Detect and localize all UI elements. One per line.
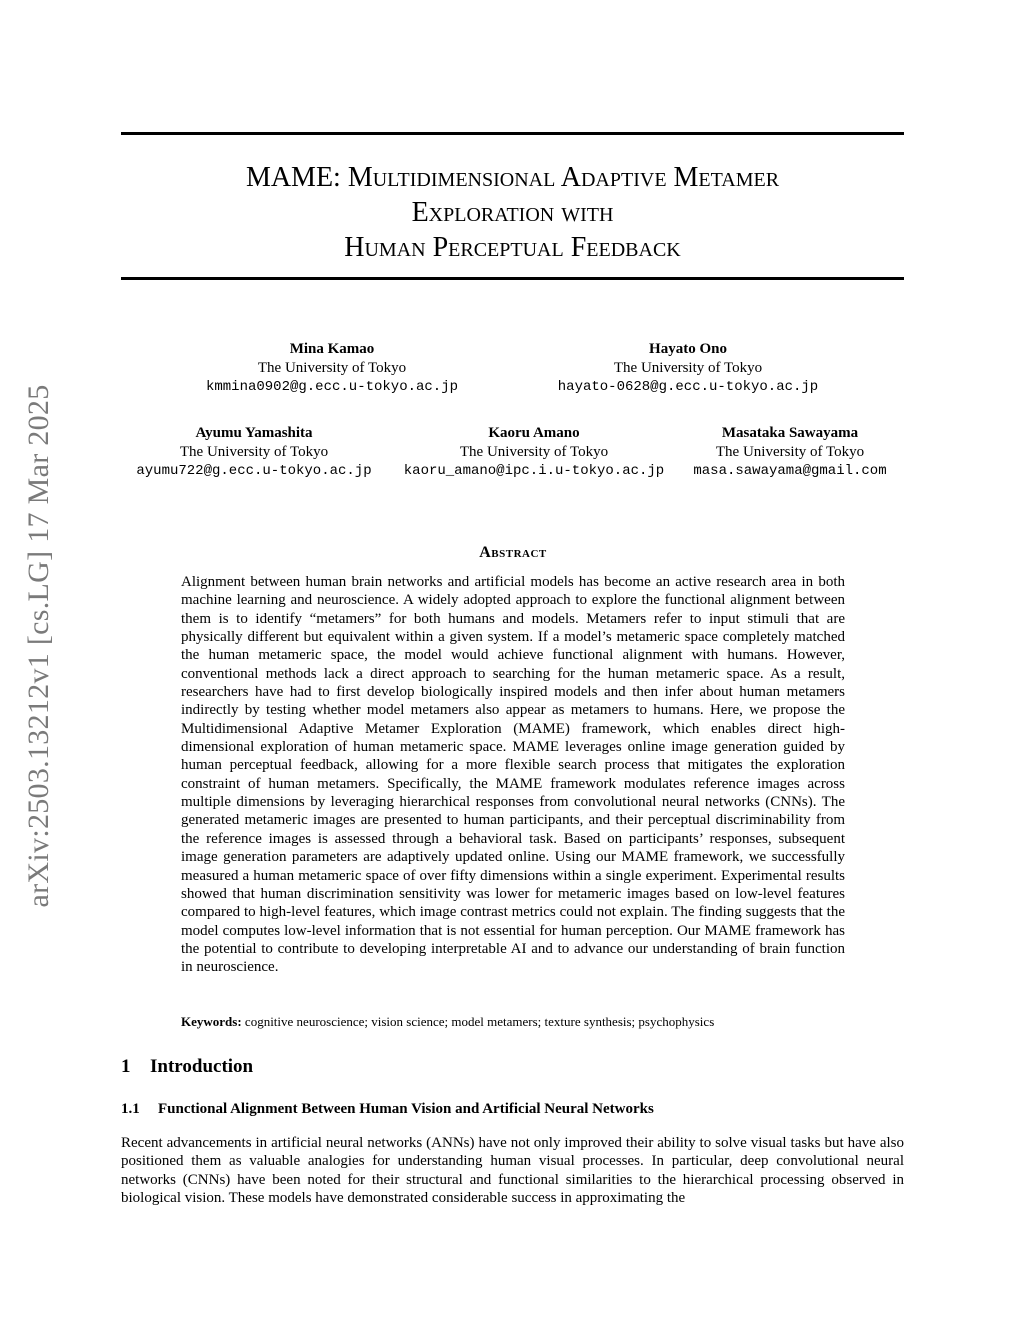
abstract-heading: Abstract xyxy=(479,544,547,561)
keywords-line xyxy=(181,1013,845,1030)
author-email: ayumu722@g.ecc.u-tokyo.ac.jp xyxy=(136,463,372,479)
subsection-number: 1.1 xyxy=(121,1101,140,1117)
section-title: Introduction xyxy=(150,1056,254,1077)
author-affiliation: The University of Tokyo xyxy=(459,444,609,460)
author-affiliation: The University of Tokyo xyxy=(613,360,763,376)
author-name: Ayumu Yamashita xyxy=(195,425,313,441)
arxiv-identifier-text: arXiv:2503.13212v1 [cs.LG] 17 Mar 2025 xyxy=(22,384,55,907)
title-line-3: Human Perceptual Feedback xyxy=(344,232,681,263)
author-affiliation: The University of Tokyo xyxy=(257,360,407,376)
keywords-text: cognitive neuroscience; vision science; model metamers; texture synthesis; psychophysics xyxy=(244,1014,715,1029)
author-name: Kaoru Amano xyxy=(488,425,580,441)
title-bottom-rule xyxy=(121,277,904,280)
author-email: masa.sawayama@gmail.com xyxy=(693,463,887,479)
abstract-body: Alignment between human brain networks and artificial models has become an active research area in both machine learning and neuroscience. A widely adopted approach to explore the functional alignment between them is to identify “metamers” for both humans and models. Metamers refer to input stimuli that are physically different but equivalent within a given system. If a model’s metameric space completely matched the human metameric space, the model would achieve functional alignment with humans. However, conventional methods lack a direct approach to searching for the human metameric space. As a result, researchers have had to first develop biologically inspired models and then infer about human metamers indirectly by testing whether model metamers also appear as metamers to humans. Here, we propose the Multidimensional Adaptive Metamer Exploration (MAME) framework, which enables direct high-dimensional exploration of human metameric space. MAME leverages online image generation guided by human perceptual feedback, allowing for a more flexible search process that mitigates the exploration constraint of human metamers. Specifically, the MAME framework modulates reference images across multiple dimensions by leveraging hierarchical responses from convolutional neural networks (CNNs). The generated metameric images are presented to human participants, and their perceptual discriminability from the reference images is assessed through a behavioral task. Based on participants’ responses, subsequent image generation parameters are adaptively updated online. Using our MAME framework, we successfully measured a human metameric space of over fifty dimensions within a single experiment. Experimental results showed that human discrimination sensitivity was lower for metameric images based on low-level features compared to high-level features, which image contrast metrics could not explain. The finding suggests that the model computes low-level information that is not essential for human perception. Our MAME framework has the potential to contribute to developing interpretable AI and to advance our understanding of brain function in neuroscience. xyxy=(181,574,845,976)
title-line-1: MAME: Multidimensional Adaptive Metamer xyxy=(245,162,780,193)
author-block-yamashita xyxy=(126,424,382,481)
author-affiliation: The University of Tokyo xyxy=(179,444,329,460)
author-block-ono xyxy=(548,340,828,397)
introduction-paragraph: Recent advancements in artificial neural networks (ANNs) have not only improved their ability to solve visual tasks but have also positioned them as valuable analogies for understanding human visual processes. In particular, deep convolutional neural networks (CNNs) have been noted for their structural and functional similarities to the hierarchical processing observed in biological vision. These models have demonstrated considerable success in approximating the xyxy=(121,1135,904,1206)
author-block-sawayama xyxy=(684,424,896,481)
section-heading-introduction xyxy=(121,1056,253,1078)
arxiv-identifier-stamp xyxy=(18,348,60,943)
subsection-heading-functional-alignment xyxy=(121,1101,654,1118)
author-email: kaoru_amano@ipc.i.u-tokyo.ac.jp xyxy=(403,463,665,479)
title-line-2: Exploration with xyxy=(411,197,614,228)
author-name: Hayato Ono xyxy=(649,341,727,357)
section-number: 1 xyxy=(121,1056,131,1077)
paper-title xyxy=(121,160,904,265)
author-block-kamao xyxy=(192,340,472,397)
author-name: Masataka Sawayama xyxy=(721,425,859,441)
author-email: kmmina0902@g.ecc.u-tokyo.ac.jp xyxy=(205,379,459,395)
author-name: Mina Kamao xyxy=(289,341,375,357)
author-block-amano xyxy=(396,424,672,481)
keywords-label: Keywords: xyxy=(181,1014,242,1029)
subsection-title: Functional Alignment Between Human Vision and Artificial Neural Networks xyxy=(158,1101,654,1117)
title-top-rule xyxy=(121,132,904,135)
author-email: hayato-0628@g.ecc.u-tokyo.ac.jp xyxy=(557,379,819,395)
author-affiliation: The University of Tokyo xyxy=(715,444,865,460)
